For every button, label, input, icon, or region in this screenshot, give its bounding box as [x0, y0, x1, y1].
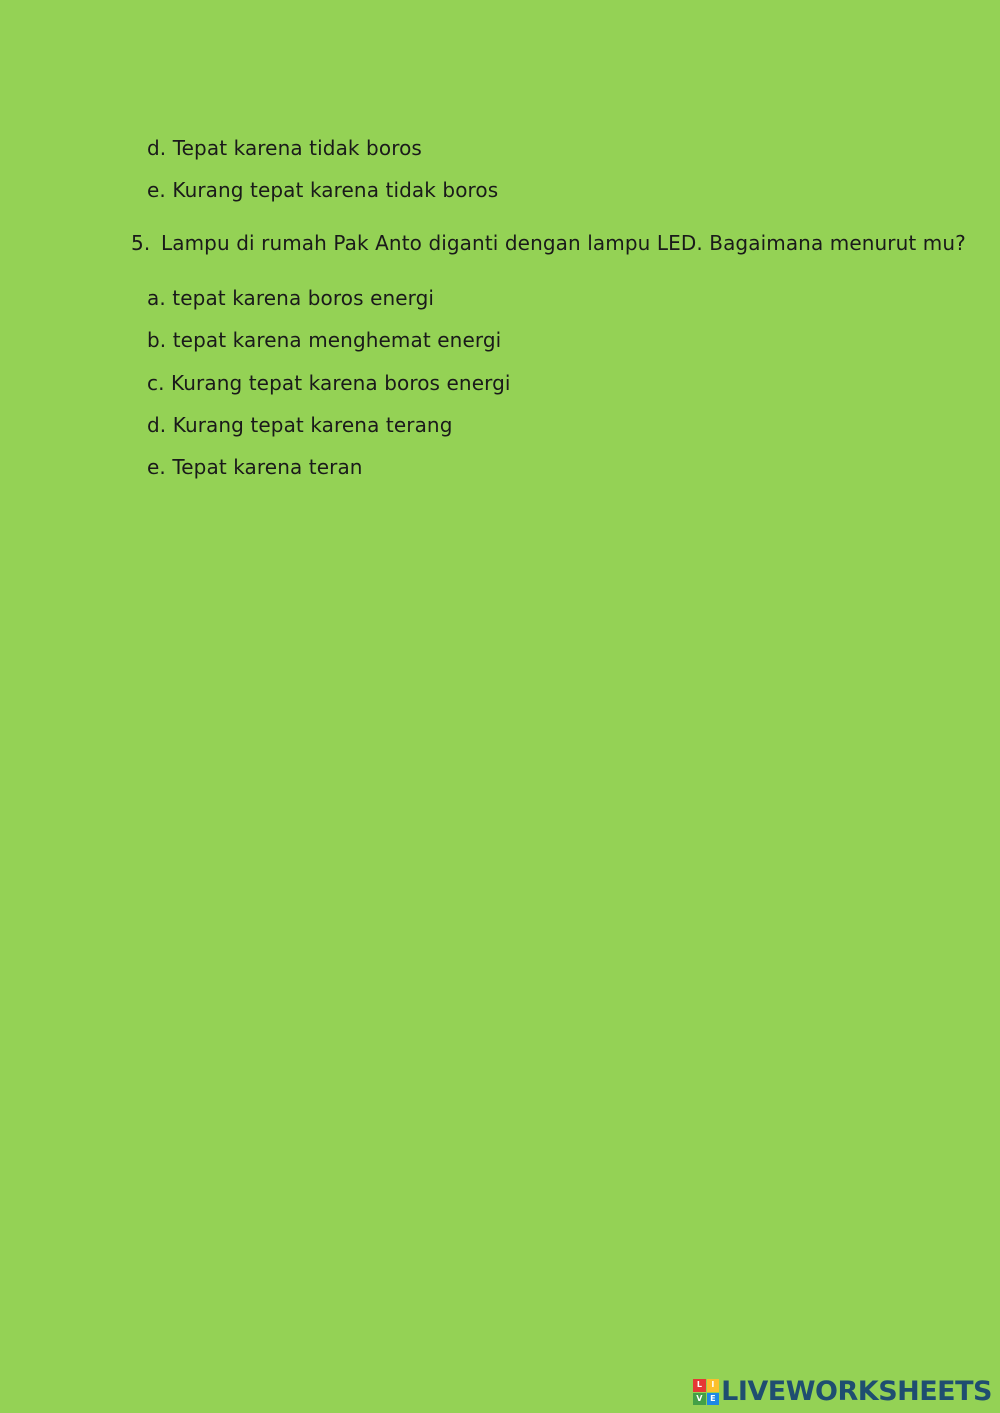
option-text: tepat karena menghemat energi — [172, 328, 502, 352]
option-letter: d. — [147, 413, 167, 437]
logo-cell-e: E — [707, 1393, 720, 1406]
option-c[interactable] — [147, 371, 511, 395]
option-text: Tepat karena teran — [172, 455, 363, 479]
option-letter: c. — [147, 371, 165, 395]
question-number: 5. — [131, 231, 151, 255]
option-text: Kurang tepat karena boros energi — [171, 371, 511, 395]
option-letter: e. — [147, 455, 166, 479]
option-letter: b. — [147, 328, 167, 352]
question-text: Lampu di rumah Pak Anto diganti dengan lampu LED. Bagaimana menurut mu? — [161, 231, 966, 255]
option-letter: a. — [147, 286, 166, 310]
option-text: Kurang tepat karena terang — [172, 413, 453, 437]
option-text: Kurang tepat karena tidak boros — [172, 178, 499, 202]
option-text: Tepat karena tidak boros — [172, 136, 422, 160]
question-5 — [131, 231, 966, 255]
option-letter: d. — [147, 136, 167, 160]
option-e-prev[interactable] — [147, 178, 498, 202]
option-text: tepat karena boros energi — [172, 286, 435, 310]
liveworksheets-watermark — [693, 1377, 992, 1407]
liveworksheets-logo-icon — [693, 1379, 719, 1405]
logo-cell-v: V — [693, 1393, 706, 1406]
option-e[interactable] — [147, 455, 363, 479]
option-letter: e. — [147, 178, 166, 202]
logo-cell-i: I — [707, 1379, 720, 1392]
option-d[interactable] — [147, 413, 453, 437]
option-d-prev[interactable] — [147, 136, 422, 160]
watermark-text: LIVEWORKSHEETS — [721, 1376, 992, 1407]
option-b[interactable] — [147, 328, 501, 352]
option-a[interactable] — [147, 286, 434, 310]
logo-cell-l: L — [693, 1379, 706, 1392]
